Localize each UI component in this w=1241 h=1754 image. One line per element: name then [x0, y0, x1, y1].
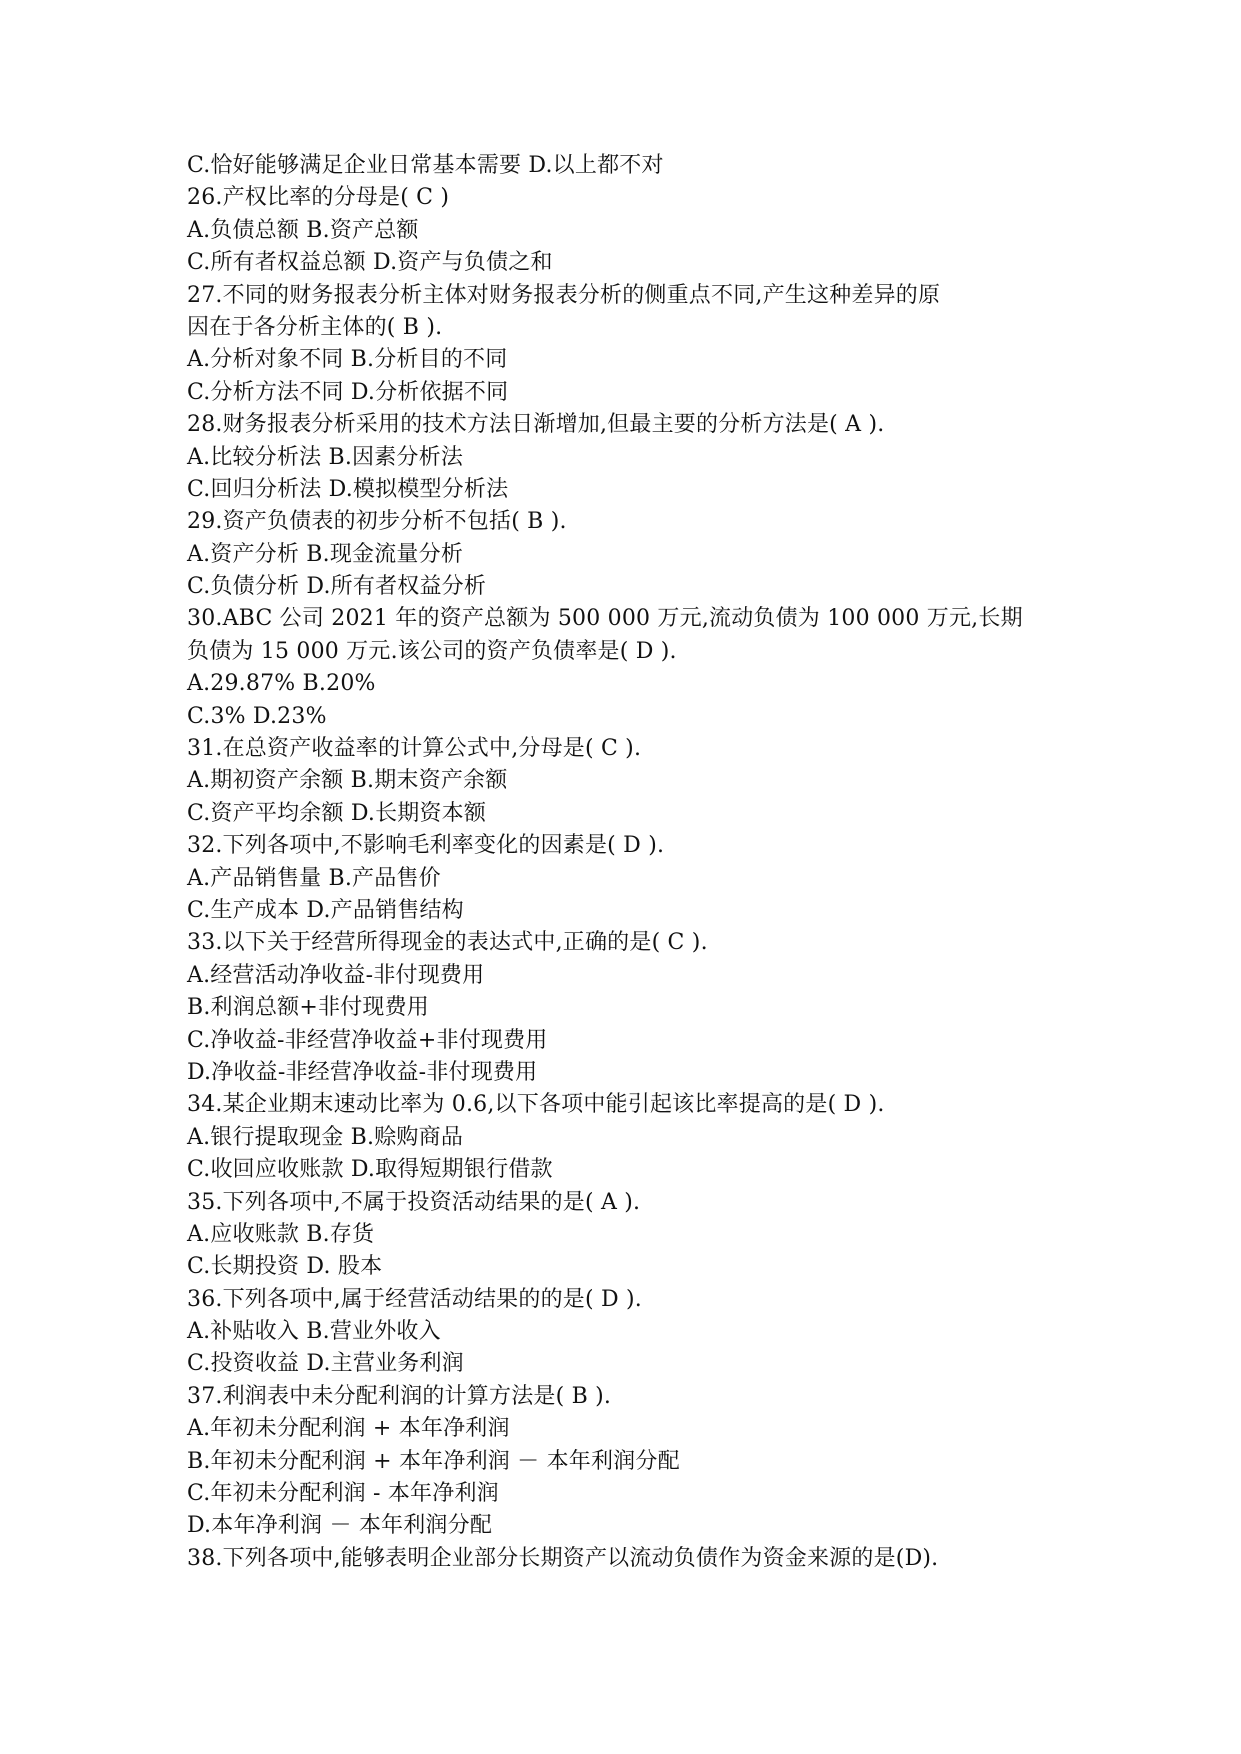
- text-line: A.经营活动净收益-非付现费用: [187, 962, 485, 988]
- text-line: 负债为 15 000 万元.该公司的资产负债率是( D ).: [187, 638, 677, 664]
- text-line: 26.产权比率的分母是( C ): [187, 185, 450, 211]
- text-line: C.投资收益 D.主营业务利润: [187, 1351, 464, 1377]
- text-line: A.补贴收入 B.营业外收入: [187, 1319, 441, 1345]
- text-line: 35.下列各项中,不属于投资活动结果的是( A ).: [187, 1189, 641, 1215]
- text-line: A.年初未分配利润 + 本年净利润: [187, 1416, 510, 1442]
- text-line: A.比较分析法 B.因素分析法: [187, 444, 464, 470]
- text-line: C.长期投资 D. 股本: [187, 1254, 383, 1280]
- text-line: D.净收益-非经营净收益-非付现费用: [187, 1059, 538, 1085]
- text-line: 32.下列各项中,不影响毛利率变化的因素是( D ).: [187, 833, 665, 859]
- text-line: A.分析对象不同 B.分析目的不同: [187, 347, 508, 373]
- text-line: C.生产成本 D.产品销售结构: [187, 897, 464, 923]
- text-line: 因在于各分析主体的( B ).: [187, 314, 443, 340]
- text-line: C.净收益-非经营净收益+非付现费用: [187, 1027, 548, 1053]
- text-line: C.年初未分配利润 - 本年净利润: [187, 1481, 499, 1507]
- text-line: 36.下列各项中,属于经营活动结果的的是( D ).: [187, 1286, 642, 1312]
- text-line: 33.以下关于经营所得现金的表达式中,正确的是( C ).: [187, 930, 708, 956]
- text-line: C.负债分析 D.所有者权益分析: [187, 574, 487, 600]
- text-line: C.恰好能够满足企业日常基本需要 D.以上都不对: [187, 153, 664, 178]
- text-line: 34.某企业期末速动比率为 0.6,以下各项中能引起该比率提高的是( D ).: [187, 1092, 885, 1118]
- text-line: 28.财务报表分析采用的技术方法日渐增加,但最主要的分析方法是( A ).: [187, 412, 885, 438]
- text-line: 30.ABC 公司 2021 年的资产总额为 500 000 万元,流动负债为 100 000 万元,长期: [187, 606, 1023, 632]
- text-line: 27.不同的财务报表分析主体对财务报表分析的侧重点不同,产生这种差异的原: [187, 282, 941, 308]
- text-line: 38.下列各项中,能够表明企业部分长期资产以流动负债作为资金来源的是(D).: [187, 1545, 939, 1571]
- question-text-block: [187, 150, 1087, 1575]
- text-line: 37.利润表中未分配利润的计算方法是( B ).: [187, 1383, 612, 1409]
- text-line: C.资产平均余额 D.长期资本额: [187, 800, 487, 826]
- text-line: D.本年净利润 － 本年利润分配: [187, 1513, 493, 1539]
- text-line: 31.在总资产收益率的计算公式中,分母是( C ).: [187, 736, 642, 762]
- text-line: C.所有者权益总额 D.资产与负债之和: [187, 250, 553, 276]
- text-line: 29.资产负债表的初步分析不包括( B ).: [187, 509, 567, 535]
- text-line: A.期初资产余额 B.期末资产余额: [187, 768, 508, 794]
- text-line: A.产品销售量 B.产品售价: [187, 865, 441, 891]
- text-line: A.应收账款 B.存货: [187, 1221, 375, 1247]
- text-line: C.分析方法不同 D.分析依据不同: [187, 379, 509, 405]
- text-line: A.银行提取现金 B.赊购商品: [187, 1124, 464, 1150]
- text-line: A.负债总额 B.资产总额: [187, 217, 419, 243]
- text-line: C.收回应收账款 D.取得短期银行借款: [187, 1157, 553, 1183]
- text-line: C.3% D.23%: [187, 703, 327, 729]
- text-line: C.回归分析法 D.模拟模型分析法: [187, 476, 509, 502]
- text-line: A.资产分析 B.现金流量分析: [187, 541, 464, 567]
- text-line: A.29.87% B.20%: [187, 671, 376, 697]
- text-line: B.利润总额+非付现费用: [187, 995, 429, 1021]
- text-line: B.年初未分配利润 + 本年净利润 － 本年利润分配: [187, 1448, 680, 1474]
